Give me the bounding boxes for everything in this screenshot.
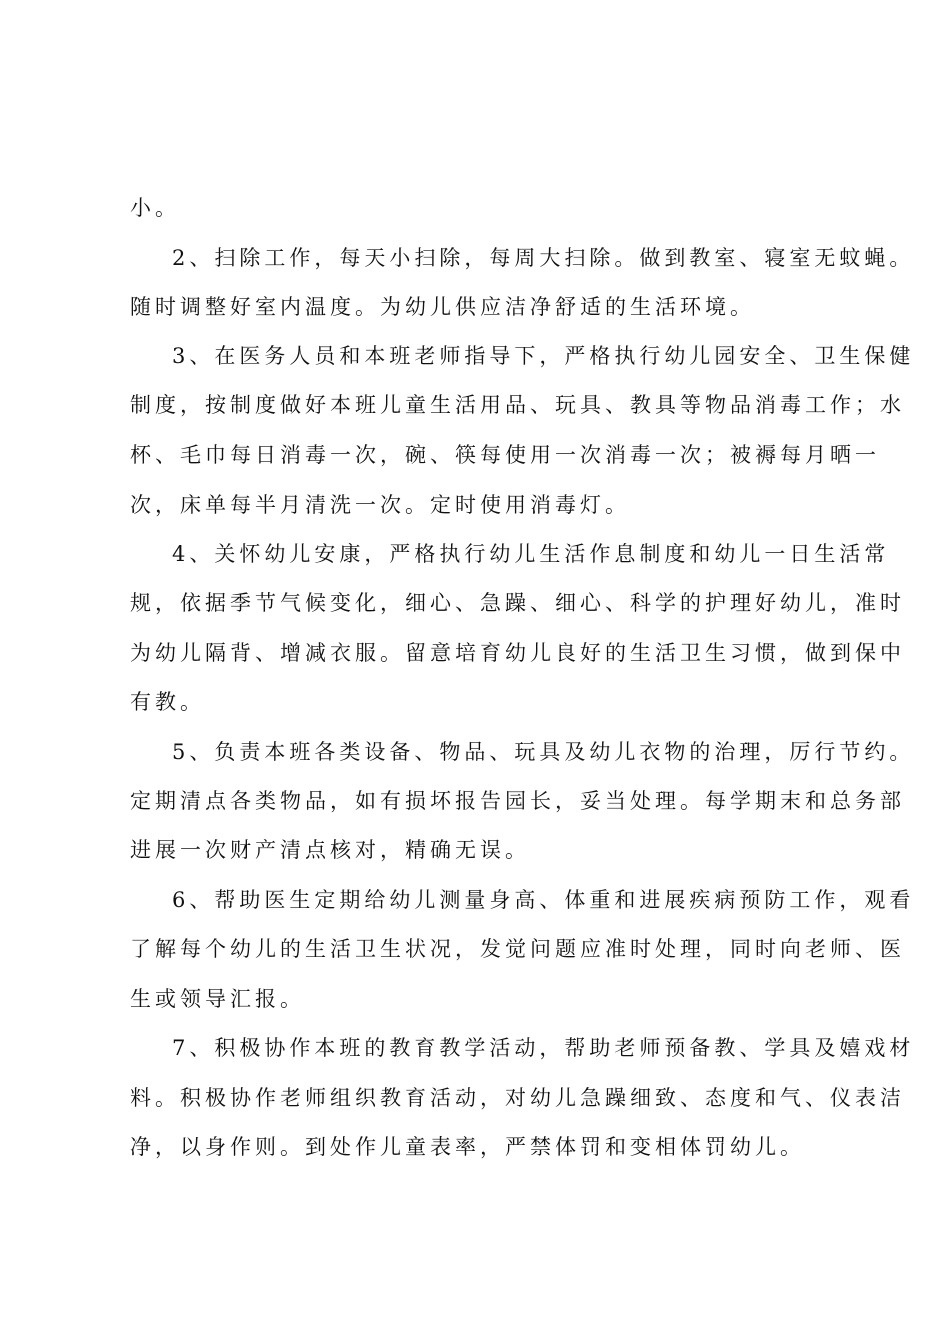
text-line: 小。 bbox=[130, 196, 180, 220]
text-line: 定期清点各类物品，如有损坏报告园长，妥当处理。每学期末和总务部 bbox=[130, 789, 905, 813]
paragraph-4-first-line: 4、关怀幼儿安康，严格执行幼儿生活作息制度和幼儿一日生活常 bbox=[172, 542, 890, 566]
text-line: 随时调整好室内温度。为幼儿供应洁净舒适的生活环境。 bbox=[130, 295, 755, 319]
text-line: 次，床单每半月清洗一次。定时使用消毒灯。 bbox=[130, 493, 630, 517]
text-line: 制度，按制度做好本班儿童生活用品、玩具、教具等物品消毒工作；水 bbox=[130, 393, 905, 417]
paragraph-7-first-line: 7、积极协作本班的教育教学活动，帮助老师预备教、学具及嬉戏材 bbox=[172, 1036, 915, 1060]
paragraph-2-first-line: 2、扫除工作，每天小扫除，每周大扫除。做到教室、寝室无蚊蝇。 bbox=[172, 246, 915, 270]
text-line: 净，以身作则。到处作儿童表率，严禁体罚和变相体罚幼儿。 bbox=[130, 1135, 805, 1159]
text-line: 进展一次财产清点核对，精确无误。 bbox=[130, 838, 530, 862]
text-line: 为幼儿隔背、增减衣服。留意培育幼儿良好的生活卫生习惯，做到保中 bbox=[130, 641, 905, 665]
text-line: 杯、毛巾每日消毒一次，碗、筷每使用一次消毒一次；被褥每月晒一 bbox=[130, 443, 880, 467]
paragraph-5-first-line: 5、负责本班各类设备、物品、玩具及幼儿衣物的治理，厉行节约。 bbox=[172, 740, 915, 764]
paragraph-3-first-line: 3、在医务人员和本班老师指导下，严格执行幼儿园安全、卫生保健 bbox=[172, 344, 915, 368]
text-line: 规，依据季节气候变化，细心、急躁、细心、科学的护理好幼儿，准时 bbox=[130, 591, 905, 615]
text-line: 生或领导汇报。 bbox=[130, 987, 305, 1011]
text-line: 料。积极协作老师组织教育活动，对幼儿急躁细致、态度和气、仪表洁 bbox=[130, 1086, 905, 1110]
paragraph-6-first-line: 6、帮助医生定期给幼儿测量身高、体重和进展疾病预防工作，观看 bbox=[172, 888, 915, 912]
text-line: 了解每个幼儿的生活卫生状况，发觉问题应准时处理，同时向老师、医 bbox=[130, 937, 905, 961]
text-line: 有教。 bbox=[130, 690, 205, 714]
